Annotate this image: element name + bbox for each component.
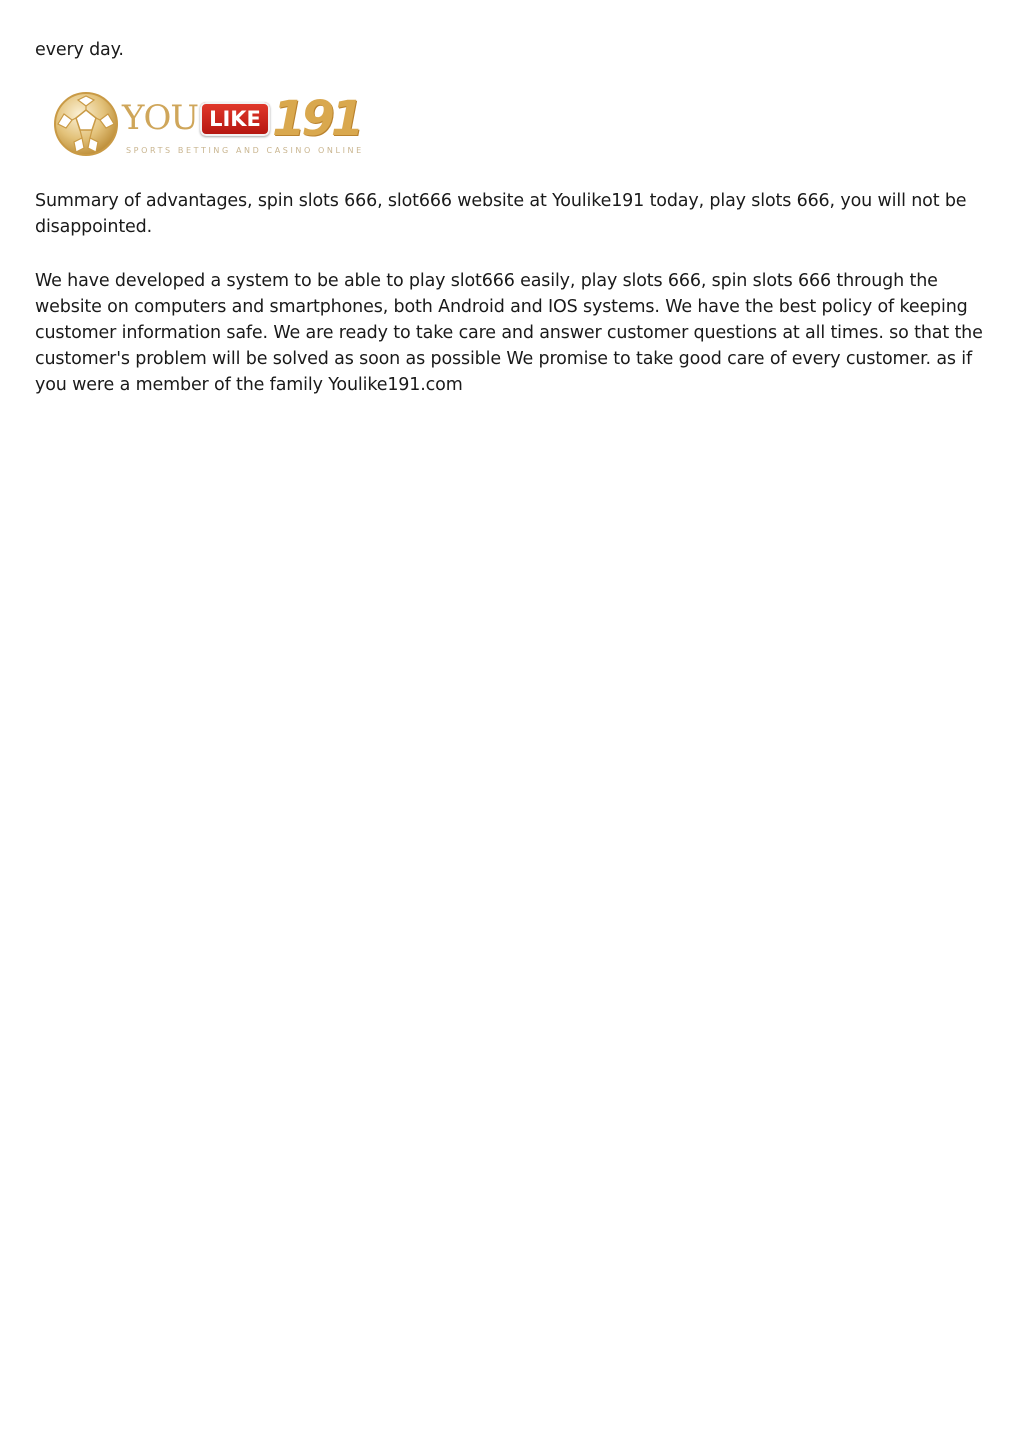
summary-paragraph: Summary of advantages, spin slots 666, slot666 website at Youlike191 today, play slots 666, you will not be disappointed. [35, 191, 967, 237]
body-paragraph: We have developed a system to be able to play slot666 easily, play slots 666, spin slots 666 through the website on computers and smartphones, both Android and IOS systems. We have the best policy of keeping customer information safe. We are ready to take care and answer customer questions at all times. so that the customer's problem will be solved as soon as possible We promise to take good care of every customer. as if you were a member of the family Youlike191.com [35, 271, 983, 395]
logo-word-you: YOU [122, 98, 198, 138]
logo-word-like: LIKE [200, 102, 270, 136]
logo-tagline: SPORTS BETTING AND CASINO ONLINE [126, 146, 364, 155]
soccer-ball-icon [52, 88, 120, 160]
logo-word-number: 191 [272, 91, 361, 147]
intro-paragraph: every day. [35, 40, 124, 60]
youlike191-logo [52, 88, 362, 160]
